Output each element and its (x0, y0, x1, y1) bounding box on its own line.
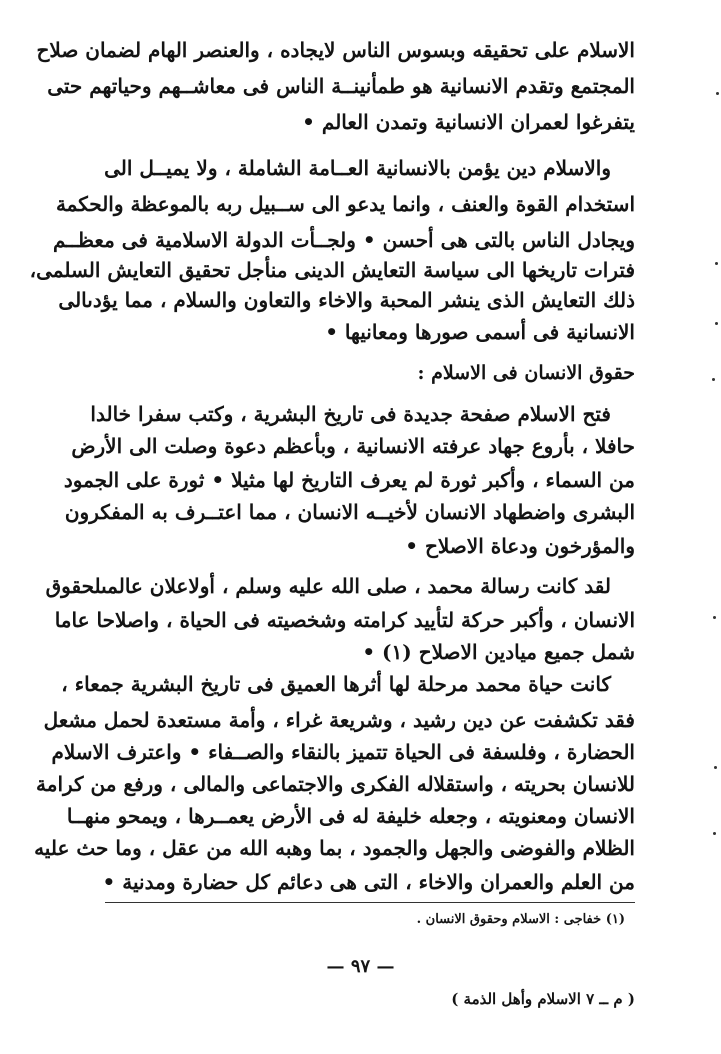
text-line: الانسان ، وأكبر حركة لتأييد كرامته وشخصيته فى الحياة ، واصلاحا عاما (54, 608, 635, 632)
text-line: لقد كانت رسالة محمد ، صلى الله عليه وسلم ، أولاعلان عالمىلحقوق (45, 574, 611, 598)
text-line: حافلا ، بأروع جهاد عرفته الانسانية ، وبأعظم دعوة وصلت الى الأرض (71, 434, 635, 458)
text-line: ويجادل الناس بالتى هى أحسن • ولجــأت الدولة الاسلامية فى معظــم (52, 228, 635, 252)
text-line: المجتمع وتقدم الانسانية هو طمأنينــة الناس فى معاشــهم وحياتهم حتى (47, 74, 635, 98)
text-line: الانسان ومعنويته ، وجعله خليفة له فى الأرض يعمــرها ، ويمحو منهــا (66, 804, 635, 828)
footnote: (١) خفاجى : الاسلام وحقوق الانسان . (416, 912, 625, 927)
text-line: فقد تكشفت عن دين رشيد ، وشريعة غراء ، وأمة مستعدة لحمل مشعل (43, 708, 635, 732)
text-line: ذلك التعايش الذى ينشر المحبة والاخاء والتعاون والسلام ، مما يؤدىالى (58, 288, 635, 312)
text-line: الانسانية فى أسمى صورها ومعانيها • (325, 320, 635, 344)
text-line: فترات تاريخها الى سياسة التعايش الدينى منأجل تحقيق التعايش السلمى، (29, 258, 635, 282)
section-heading: حقوق الانسان فى الاسلام : (417, 362, 635, 384)
text-line: من العلم والعمران والاخاء ، التى هى دعائم كل حضارة ومدنية • (102, 870, 635, 894)
page-number: — ٩٧ — (326, 956, 395, 977)
scan-mark (714, 766, 717, 769)
text-line: من السماء ، وأكبر ثورة لم يعرف التاريخ لها مثيلا • ثورة على الجمود (63, 468, 635, 492)
text-line: كانت حياة محمد مرحلة لها أثرها العميق فى تاريخ البشرية جمعاء ، (61, 672, 611, 696)
scan-mark (713, 832, 716, 835)
text-line: الاسلام على تحقيقه وبسوس الناس لايجاده ، والعنصر الهام لضمان صلاح (36, 38, 635, 62)
scan-mark (716, 92, 719, 95)
text-line: شمل جميع ميادين الاصلاح (١) • (362, 640, 635, 664)
text-line: الحضارة ، وفلسفة فى الحياة تتميز بالنقاء والصــفاء • واعترف الاسلام (51, 740, 635, 764)
scan-mark (715, 322, 718, 325)
scan-mark (712, 378, 715, 381)
text-line: للانسان بحريته ، واستقلاله الفكرى والاجتماعى والمالى ، ورفع من كرامة (36, 772, 635, 796)
text-line: فتح الاسلام صفحة جديدة فى تاريخ البشرية ، وكتب سفرا خالدا (90, 402, 611, 426)
text-line: الظلام والفوضى والجهل والجمود ، بما وهبه الله من عقل ، وما حث عليه (34, 836, 635, 860)
footnote-rule (105, 902, 635, 903)
scan-mark (715, 262, 718, 265)
text-line: البشرى واضطهاد الانسان لأخيــه الانسان ، مما اعتــرف به المفكرون (64, 500, 635, 524)
scan-mark (713, 616, 716, 619)
text-line: يتفرغوا لعمران الانسانية وتمدن العالم • (302, 110, 635, 134)
signature-line: ( م ــ ٧ الاسلام وأهل الذمة ) (451, 990, 635, 1008)
text-line: استخدام القوة والعنف ، وانما يدعو الى ســبيل ربه بالموعظة والحكمة (55, 192, 635, 216)
text-line: والاسلام دين يؤمن بالانسانية العــامة الشاملة ، ولا يميــل الى (104, 156, 611, 180)
text-line: والمؤرخون ودعاة الاصلاح • (405, 534, 635, 558)
